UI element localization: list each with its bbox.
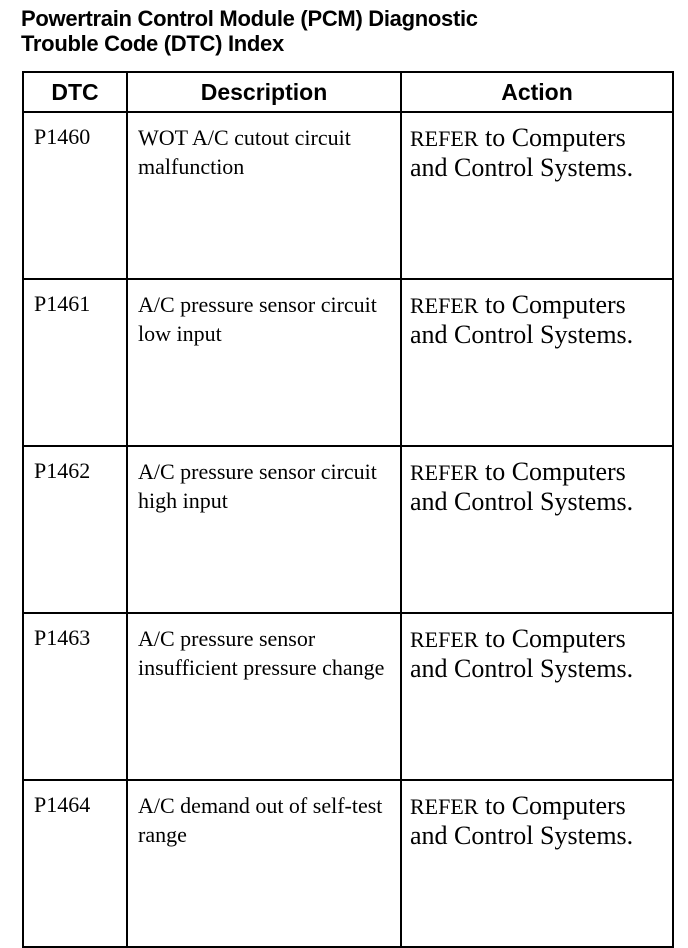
action-refer: REFER [410, 460, 479, 485]
action-text: to Computers and Control Systems. [410, 123, 634, 182]
action-text: to Computers and Control Systems. [410, 290, 634, 349]
dtc-code: P1463 [23, 613, 127, 780]
dtc-action [401, 279, 673, 446]
dtc-code: P1464 [23, 780, 127, 947]
dtc-description: A/C demand out of self-test range [127, 780, 401, 947]
table-row [23, 613, 673, 780]
table-header-row [23, 72, 673, 112]
title-line-1: Powertrain Control Module (PCM) Diagnostic [21, 6, 478, 31]
action-refer: REFER [410, 126, 479, 151]
dtc-action [401, 112, 673, 279]
header-description: Description [127, 72, 401, 112]
dtc-action [401, 613, 673, 780]
dtc-description: WOT A/C cutout circuit malfunction [127, 112, 401, 279]
dtc-code: P1460 [23, 112, 127, 279]
dtc-description: A/C pressure sensor circuit low input [127, 279, 401, 446]
dtc-index-table [22, 71, 674, 948]
action-refer: REFER [410, 293, 479, 318]
action-refer: REFER [410, 794, 479, 819]
dtc-description: A/C pressure sensor circuit high input [127, 446, 401, 613]
dtc-code: P1462 [23, 446, 127, 613]
page-title [21, 6, 661, 56]
title-line-2: Trouble Code (DTC) Index [21, 31, 284, 56]
dtc-action [401, 446, 673, 613]
dtc-code: P1461 [23, 279, 127, 446]
header-action: Action [401, 72, 673, 112]
table-row [23, 780, 673, 947]
dtc-description: A/C pressure sensor insufficient pressure change [127, 613, 401, 780]
action-text: to Computers and Control Systems. [410, 791, 634, 850]
table-row [23, 112, 673, 279]
dtc-action [401, 780, 673, 947]
action-text: to Computers and Control Systems. [410, 624, 634, 683]
table-row [23, 446, 673, 613]
header-dtc: DTC [23, 72, 127, 112]
table-row [23, 279, 673, 446]
action-refer: REFER [410, 627, 479, 652]
action-text: to Computers and Control Systems. [410, 457, 634, 516]
